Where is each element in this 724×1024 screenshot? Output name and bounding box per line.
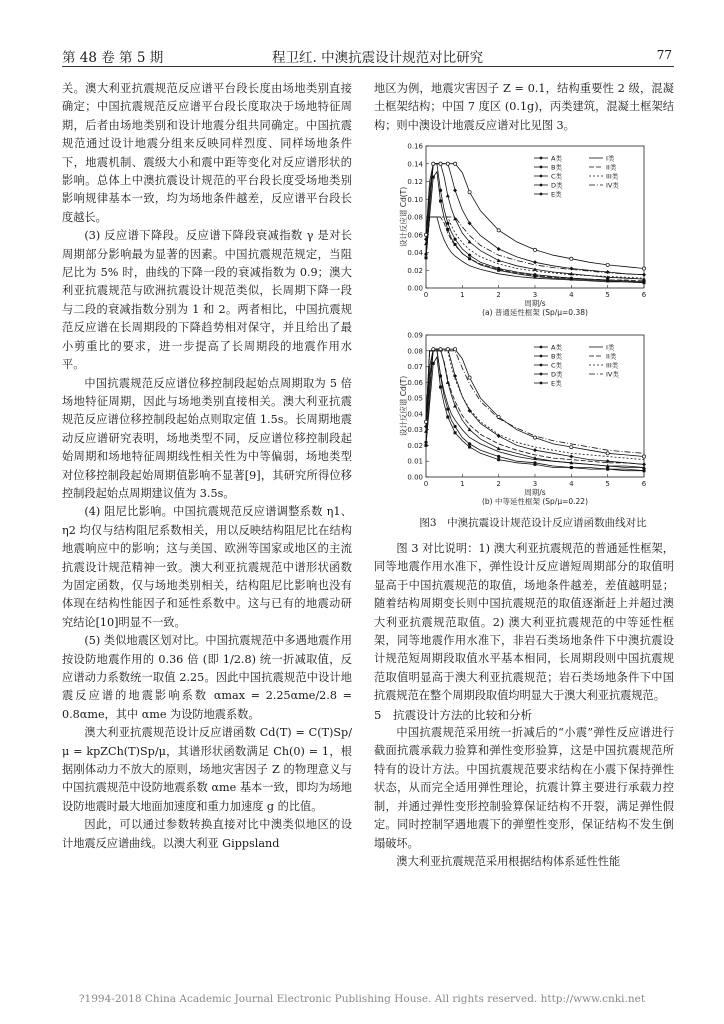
data-point (454, 431, 457, 434)
data-point (453, 188, 457, 192)
data-point (606, 263, 609, 266)
legend-label: II类 (606, 352, 617, 361)
x-tick-label: 5 (605, 291, 610, 299)
y-tick-label: 0.00 (407, 473, 423, 482)
data-point (424, 441, 427, 444)
y-tick-label: 0.09 (407, 331, 423, 340)
figure-caption: 图3 中澳抗震设计规范设计反应谱函数曲线对比 (419, 517, 647, 529)
data-point (468, 254, 471, 257)
x-axis-label: 周期/s (524, 299, 546, 308)
running-title: 程卫红. 中澳抗震设计规范对比研究 (272, 50, 484, 66)
data-point (439, 386, 442, 389)
y-tick-label: 0.06 (407, 378, 423, 387)
data-point (642, 455, 645, 458)
data-point (446, 194, 450, 198)
paragraph: 因此，可以通过参数转换直接对比中澳类似地区的设计地震反应谱曲线。以澳大利亚 Gippsland (62, 818, 352, 850)
right-column-top (374, 80, 674, 135)
data-point (606, 468, 609, 471)
y-tick-label: 0.03 (407, 426, 423, 435)
panel-subtitle: (a) 普通延性框架 (Sp/μ=0.38) (482, 308, 588, 317)
journal-issue: 第 48 卷 第 5 期 (62, 50, 164, 66)
legend-marker (540, 382, 543, 385)
paragraph: 澳大利亚抗震规范设计反应谱函数 Cd(T) = C(T)Sp/μ = kpZCh(T)Sp/μ，其谱形状函数满足 Ch(0) = 1，根据刚体动力不放大的原则，场地灾害因子 Z 的物理意义与中国抗震规范中设防地震系数 αme 基本一致，即均为场地设防地震时最大地面加速度和重力加速度 g 的比值。 (62, 726, 352, 813)
paragraph: (4) 阻尼比影响。中国抗震规范反应谱调整系数 η1、η2 均仅与结构阻尼系数相关，用以反映结构阻尼比在结构地震响应中的影响；这与美国、欧洲等国家或地区的主流抗震设计规范精神一致。澳大利亚抗震规范中谱形状函数为固定函数，仅与场地类别相关，结构阻尼比影响也没有体现在结构性能因子和延性系数中。这与已有的地震动研究结论[10]明显不一致。 (62, 505, 352, 629)
data-point (439, 348, 442, 351)
legend-marker (540, 373, 543, 376)
data-point (468, 442, 471, 445)
legend-label: E类 (551, 379, 562, 388)
paragraph: 图 3 对比说明：1) 澳大利亚抗震规范的普通延性框架，同等地震作用水准下，弹性设计反应谱短周期部分的取值明显高于中国抗震规范的取值，场地条件越差，差值越明显；随着结构周期变长则中国抗震规范的取值逐渐赶上并超过澳大利亚抗震规范取值。2) 澳大利亚抗震规范的中等延性框架，同等地震作用水准下，非岩石类场地条件下中澳抗震设计规范短周期段取值水平基本相同，长周期段则中国抗震规范取值明显高于澳大利亚抗震规范；岩石类场地条件下中国抗震规范在整个周期段取值均明显大于澳大利亚抗震规范。 (374, 542, 674, 703)
page-number: 77 (656, 48, 672, 62)
paragraph: 中国抗震规范反应谱位移控制段起始点周期取为 5 倍场地特征周期，因此与场地类别直接相关。澳大利亚抗震规范反应谱位移控制段起始点则取定值 1.5s。长周期地震动反应谱研究表明，场地类型不同，反应谱位移控制段起始周期和场地特征周期线性相关性为中等偏弱，场地类型对位移控制段起始周期值影响不显著[9]，其研究所得位移控制段起始点周期建议值为 3.5s。 (62, 376, 352, 500)
legend-marker (540, 166, 543, 169)
y-tick-label: 0.08 (407, 347, 423, 356)
data-point (424, 420, 427, 423)
legend-label: I类 (606, 343, 615, 352)
x-tick-label: 6 (641, 291, 647, 299)
data-point (570, 445, 573, 448)
chart-panel-a (398, 138, 668, 323)
legend-marker (540, 184, 543, 187)
legend-marker (540, 355, 543, 358)
data-point (468, 191, 471, 194)
y-tick-label: 0.02 (407, 266, 423, 275)
y-tick-label: 0.16 (407, 142, 423, 151)
legend-label: D类 (551, 181, 563, 190)
y-tick-label: 0.10 (407, 195, 423, 204)
paragraph: (3) 反应谱下降段。反应谱下降段衰减指数 γ 是对长周期部分影响最为显著的因素。中国抗震规范规定，当阻尼比为 5% 时，曲线的下降一段的衰减指数为 0.9；澳大利亚抗震规范与欧洲抗震设计规范类似，长周期下降一段与二段的衰减指数分别为 1 和 2。两者相比，中国抗震规范反应谱在长周期段的下降趋势相对保守，并且给出了最小剪重比的要求，进一步提高了长周期段的地震作用水平。 (62, 229, 352, 372)
y-tick-label: 0.14 (407, 160, 423, 169)
x-tick-label: 0 (423, 291, 429, 299)
y-tick-label: 0.02 (407, 441, 423, 450)
legend-label: I类 (606, 154, 615, 163)
data-point (533, 248, 536, 251)
data-point (425, 444, 428, 447)
x-axis-label: 周期/s (524, 488, 546, 497)
paragraph: 关。澳大利亚抗震规范反应谱平台段长度由场地类别直接确定；中国抗震规范反应谱平台段长度取决于场地特征周期，后者由场地类别和设计地震分组共同确定。中国抗震规范通过设计地震分组来反映同样烈度、同样场地条件下，地震机制、震级大小和震中距等变化对反应谱形状的影响。总体上中澳抗震设计规范的平台段长度受场地类别影响规律基本一致，均为场地条件越差，反应谱平台段长度越长。 (62, 82, 352, 224)
y-tick-label: 0.08 (407, 213, 423, 222)
data-point (533, 436, 536, 439)
legend-label: B类 (551, 352, 562, 361)
data-point (497, 258, 501, 262)
y-tick-label: 0.01 (407, 457, 423, 466)
legend-label: C类 (551, 172, 563, 181)
legend-label: E类 (551, 190, 562, 199)
y-tick-label: 0.05 (407, 394, 423, 403)
data-point (533, 461, 536, 464)
legend-marker (540, 193, 543, 196)
y-tick-label: 0.04 (407, 410, 423, 419)
data-point (606, 452, 609, 455)
paragraph: 地区为例，地震灾害因子 Z = 0.1，结构重要性 2 级，混凝土框架结构；中国 7 度区 (0.1g)，丙类建筑，混凝土框架结构；则中澳设计地震反应谱对比见图 3。 (374, 82, 674, 132)
y-axis-label: 设计反应谱 Cd(T) (399, 375, 408, 437)
legend-label: II类 (606, 163, 617, 172)
legend-label: IV类 (606, 181, 619, 190)
x-tick-label: 4 (569, 291, 574, 299)
x-tick-label: 0 (423, 480, 429, 488)
data-point (446, 348, 449, 351)
legend-label: III类 (606, 172, 619, 181)
data-point (570, 466, 573, 469)
data-point (453, 238, 456, 241)
paragraph: 中国抗震规范采用统一折减后的“小震”弹性反应谱进行截面抗震承载力验算和弹性变形验算，这是中国抗震规范所特有的设计方法。中国抗震规范要求结构在小震下保持弹性状态，从而完全适用弹性理论，抗震计算主要进行承载力控制，并通过弹性变形控制验算保证结构不开裂，满足弹性假定。同时控制罕遇地震下的弹塑性变形，保证结构不发生倒塌破坏。 (374, 726, 674, 850)
data-point (446, 416, 449, 419)
legend-label: A类 (551, 343, 562, 352)
data-point (439, 200, 442, 203)
legend-label: A类 (551, 154, 562, 163)
x-tick-label: 2 (496, 480, 501, 488)
paragraph: (5) 类似地震区划对比。中国抗震规范中多遇地震作用按设防地震作用的 0.36 倍 (即 1/2.8) 统一折减取值，反应谱动力系数统一取值 2.25。因此中国抗震规范中设计地震反应谱的地震影响系数 αmax = 2.25αme/2.8 = 0.8αme，其中 αme 为设防地震系数。 (62, 634, 352, 721)
data-point (439, 189, 442, 192)
data-point (453, 348, 456, 351)
legend-marker (540, 364, 543, 367)
data-point (497, 229, 500, 232)
data-point (606, 270, 610, 274)
data-point (468, 376, 471, 379)
x-tick-label: 3 (532, 480, 538, 488)
data-point (425, 256, 428, 259)
data-point (453, 425, 456, 428)
panel-subtitle: (b) 中等延性框架 (Sp/μ=0.22) (481, 497, 589, 506)
legend-label: III类 (606, 361, 619, 370)
y-tick-label: 0.00 (407, 284, 423, 293)
header-rule (62, 66, 674, 67)
section-heading: 5 抗震设计方法的比较和分析 (374, 707, 533, 722)
x-tick-label: 4 (569, 480, 574, 488)
data-point (533, 448, 537, 452)
chart-panel-b (398, 327, 668, 512)
y-tick-label: 0.04 (407, 249, 423, 257)
legend-marker (540, 157, 543, 160)
y-axis-label: 设计反应谱 Cd(T) (399, 186, 408, 248)
legend-marker (540, 175, 543, 178)
legend-label: C类 (551, 361, 563, 370)
data-point (497, 455, 500, 458)
x-tick-label: 3 (532, 291, 538, 299)
copyright-footer: ?1994-2018 China Academic Journal Electronic Publishing House. All rights reserved. http://www.cnki.net (78, 993, 646, 1005)
y-tick-label: 0.12 (407, 178, 423, 186)
data-point (453, 162, 456, 165)
data-point (424, 233, 427, 236)
legend-marker (540, 346, 543, 349)
data-point (570, 257, 573, 260)
y-tick-label: 0.06 (407, 231, 423, 240)
data-point (533, 260, 537, 264)
legend-label: D类 (551, 370, 563, 379)
x-tick-label: 1 (460, 480, 465, 488)
right-column-bottom (374, 540, 674, 871)
y-tick-label: 0.07 (407, 363, 423, 372)
x-tick-label: 5 (605, 480, 610, 488)
data-point (439, 162, 442, 165)
data-point (432, 348, 435, 351)
data-point (642, 469, 645, 472)
legend-label: IV类 (606, 370, 619, 379)
data-point (497, 458, 500, 461)
legend-label: B类 (551, 163, 562, 172)
data-point (446, 162, 449, 165)
data-point (468, 446, 471, 449)
x-tick-label: 6 (641, 480, 647, 488)
data-point (446, 222, 449, 225)
x-tick-label: 2 (496, 291, 501, 299)
data-point (642, 267, 645, 270)
data-point (569, 454, 573, 458)
paragraph: 澳大利亚抗震规范采用根据结构体系延性性能 (396, 854, 621, 868)
data-point (432, 162, 435, 165)
figure-3 (398, 138, 668, 516)
left-column (62, 80, 352, 853)
x-tick-label: 1 (460, 291, 465, 299)
data-point (497, 447, 501, 451)
running-header (62, 44, 672, 66)
